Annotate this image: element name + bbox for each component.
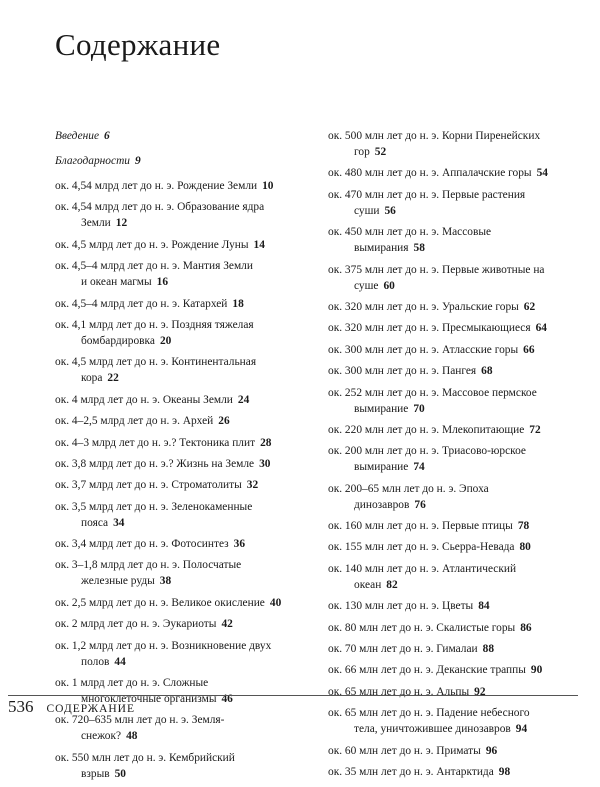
toc-page-number: 38 <box>159 575 172 588</box>
toc-entry-title: ок. 1,2 млрд лет до н. э. Возникновение двух <box>55 639 272 652</box>
toc-entry <box>55 178 320 194</box>
toc-page-number: 34 <box>113 516 125 529</box>
toc-entry <box>328 598 580 614</box>
toc-entry-title: Земли <box>81 217 111 230</box>
toc-entry-title: железные руды <box>81 575 155 588</box>
toc-page-number: 22 <box>107 372 119 385</box>
toc-page-number: 68 <box>481 365 493 378</box>
toc-entry-text <box>55 215 320 231</box>
toc-entry <box>328 342 580 358</box>
toc-entry-title: ок. 4,1 млрд лет до н. э. Поздняя тяжелая <box>55 318 254 331</box>
toc-entry-text <box>55 392 320 408</box>
toc-page-number: 20 <box>159 334 172 347</box>
toc-entry-text <box>328 620 580 636</box>
toc-entry-text <box>328 662 580 678</box>
toc-entry-text <box>328 165 580 181</box>
toc-entry-title: ок. 320 млн лет до н. э. Пресмыкающиеся <box>328 322 531 335</box>
toc-entry <box>328 320 580 336</box>
toc-entry-title: ок. 35 млн лет до н. э. Антарктида <box>328 765 494 778</box>
toc-entry-title: ок. 3,7 млрд лет до н. э. Строматолиты <box>55 479 242 492</box>
toc-entry-text <box>328 203 580 219</box>
toc-page-number: 60 <box>383 279 395 292</box>
toc-entry-title: ок. 2 млрд лет до н. э. Эукариоты <box>55 618 217 631</box>
toc-entry-text <box>55 317 320 333</box>
toc-entry-title: тела, уничтожившее динозавров <box>354 723 511 736</box>
toc-entry-title: ок. 720–635 млн лет до н. э. Земля- <box>55 714 225 727</box>
toc-entry-title: суше <box>354 279 379 292</box>
toc-entry <box>55 392 320 408</box>
toc-page-number: 98 <box>498 765 511 778</box>
toc-entry <box>55 750 320 782</box>
toc-entry-title: ок. 2,5 млрд лет до н. э. Великое окисление <box>55 596 265 609</box>
footer-page-number: 536 <box>8 697 34 716</box>
toc-entry <box>328 743 580 759</box>
toc-entry-text <box>55 237 320 253</box>
toc-entry <box>55 616 320 632</box>
toc-entry-text <box>55 354 320 370</box>
toc-page-number: 46 <box>221 693 233 706</box>
footer-divider <box>8 695 578 696</box>
toc-entry-text <box>55 766 320 782</box>
toc-entry-title: многоклеточные организмы <box>81 693 217 706</box>
toc-entry-text <box>55 750 320 766</box>
toc-entry-text <box>55 499 320 515</box>
toc-entry-title: ок. 4,54 млрд лет до н. э. Образование ядра <box>55 201 265 214</box>
toc-entry-text <box>328 539 580 555</box>
toc-entry-title: ок. 320 млн лет до н. э. Уральские горы <box>328 300 519 313</box>
toc-entry-text <box>55 296 320 312</box>
toc-entry <box>328 224 580 256</box>
toc-entry-title: ок. 200 млн лет до н. э. Триасово-юрское <box>328 445 526 458</box>
toc-entry <box>328 165 580 181</box>
toc-entry <box>328 422 580 438</box>
toc-entry-text <box>328 278 580 294</box>
toc-entry-title: ок. 375 млн лет до н. э. Первые животные на <box>328 263 545 276</box>
toc-entry-title: ок. 300 млн лет до н. э. Пангея <box>328 365 477 378</box>
toc-page-number: 80 <box>519 541 531 554</box>
toc-page-number: 32 <box>246 479 259 492</box>
toc-page-number: 62 <box>523 300 536 313</box>
toc-entry <box>328 363 580 379</box>
toc-entry-title: гор <box>354 146 370 158</box>
toc-page-number: 28 <box>260 436 272 449</box>
toc-entry <box>328 481 580 513</box>
toc-entry-title: снежок? <box>81 730 122 743</box>
toc-entry-title: ок. 4,5–4 млрд лет до н. э. Катархей <box>55 297 228 310</box>
toc-entry-title: вымирание <box>354 402 409 415</box>
toc-entry-text <box>55 413 320 429</box>
toc-page-number: 84 <box>478 600 490 613</box>
toc-entry <box>55 354 320 386</box>
toc-entry-title: ок. 66 млн лет до н. э. Деканские траппы <box>328 664 526 677</box>
toc-entry-text <box>55 638 320 654</box>
toc-entry-text <box>55 595 320 611</box>
toc-entry-text <box>55 675 320 691</box>
toc-page-number: 48 <box>126 730 138 743</box>
toc-entry-title: суши <box>354 204 380 217</box>
toc-page-number: 54 <box>536 167 548 180</box>
toc-entry <box>328 187 580 219</box>
toc-entry-text <box>328 518 580 534</box>
toc-entry <box>328 262 580 294</box>
toc-entry <box>55 128 320 144</box>
toc-entry-title: ок. 4–2,5 млрд лет до н. э. Архей <box>55 415 214 428</box>
toc-entry-title: ок. 470 млн лет до н. э. Первые растения <box>328 188 526 201</box>
toc-entry-text <box>328 577 580 593</box>
toc-entry-text <box>55 178 320 194</box>
toc-page-number: 42 <box>221 618 233 631</box>
toc-entry-text <box>55 153 320 169</box>
toc-entry <box>328 539 580 555</box>
toc-page-number: 70 <box>413 402 425 415</box>
toc-entry-title: полов <box>81 655 110 668</box>
toc-entry <box>55 153 320 169</box>
toc-entry <box>55 456 320 472</box>
toc-entry-title: океан <box>354 578 382 591</box>
toc-page-number: 74 <box>413 461 425 474</box>
toc-entry-text <box>55 573 320 589</box>
toc-page-number: 36 <box>233 538 246 551</box>
toc-entry-title: ок. 4,5–4 млрд лет до н. э. Мантия Земли <box>55 260 253 273</box>
toc-entry <box>55 557 320 589</box>
toc-entry-text <box>55 199 320 215</box>
toc-entry-title: ок. 200–65 млн лет до н. э. Эпоха <box>328 482 489 495</box>
toc-entry-title: бомбардировка <box>81 334 155 347</box>
toc-entry-title: Введение <box>55 130 100 142</box>
toc-entry-text <box>55 616 320 632</box>
toc-entry-title: ок. 65 млн лет до н. э. Падение небесного <box>328 707 530 720</box>
toc-entry <box>328 128 580 160</box>
toc-entry-text <box>328 128 580 144</box>
toc-page-number: 24 <box>237 393 250 406</box>
toc-entry-text <box>328 240 580 256</box>
toc-entry-text <box>328 144 580 160</box>
toc-entry-title: ок. 3,4 млрд лет до н. э. Фотосинтез <box>55 538 229 551</box>
toc-page-number: 6 <box>104 130 110 142</box>
toc-entry-title: взрыв <box>81 767 110 780</box>
toc-entry <box>55 435 320 451</box>
toc-entry-title: ок. 4,5 млрд лет до н. э. Континентальная <box>55 356 257 369</box>
toc-entry-title: ок. 3,5 млрд лет до н. э. Зеленокаменные <box>55 500 253 513</box>
toc-entry-title: ок. 500 млн лет до н. э. Корни Пиренейских <box>328 130 541 142</box>
toc-entry-text <box>328 385 580 401</box>
toc-entry-title: ок. 60 млн лет до н. э. Приматы <box>328 744 481 757</box>
toc-entry-title: ок. 80 млн лет до н. э. Скалистые горы <box>328 621 516 634</box>
toc-entry-text <box>328 401 580 417</box>
toc-page-number: 76 <box>414 498 426 511</box>
toc-entry-text <box>328 598 580 614</box>
toc-entry-text <box>328 721 580 737</box>
toc-entry <box>328 641 580 657</box>
toc-page-number: 92 <box>474 685 486 698</box>
toc-column-left <box>55 128 320 787</box>
toc-entry-text <box>328 764 580 780</box>
toc-entry <box>328 518 580 534</box>
toc-entry-title: ок. 65 млн лет до н. э. Альпы <box>328 685 470 698</box>
toc-page-number: 94 <box>515 723 528 736</box>
toc-entry-text <box>328 641 580 657</box>
toc-entry-title: ок. 140 млн лет до н. э. Атлантический <box>328 562 517 575</box>
toc-page-number: 64 <box>535 322 547 335</box>
toc-entry <box>55 477 320 493</box>
toc-page-number: 82 <box>386 578 398 591</box>
toc-entry <box>328 620 580 636</box>
toc-page-number: 78 <box>517 520 530 533</box>
toc-page-number: 86 <box>520 621 532 634</box>
footer-section-title: СОДЕРЖАНИЕ <box>46 703 136 715</box>
toc-entry <box>328 385 580 417</box>
toc-entry-text <box>328 443 580 459</box>
toc-entry <box>55 536 320 552</box>
toc-entry-title: кора <box>81 372 103 385</box>
toc-page-number: 66 <box>523 343 535 356</box>
toc-entry-text <box>55 654 320 670</box>
toc-entry-title: ок. 4,5 млрд лет до н. э. Рождение Луны <box>55 238 249 251</box>
toc-page-number: 26 <box>218 415 230 428</box>
toc-page-number: 30 <box>259 457 271 470</box>
toc-entry-title: ок. 1 млрд лет до н. э. Сложные <box>55 677 209 690</box>
toc-entry-text <box>328 743 580 759</box>
toc-entry-text <box>328 224 580 240</box>
toc-entry-title: ок. 3–1,8 млрд лет до н. э. Полосчатые <box>55 559 242 572</box>
toc-entry-text <box>55 477 320 493</box>
toc-page-number: 52 <box>374 146 387 158</box>
toc-entry <box>328 684 580 700</box>
toc-entry-text <box>328 684 580 700</box>
toc-column-right <box>328 128 580 785</box>
toc-entry-title: Благодарности <box>55 155 130 167</box>
toc-page-number: 18 <box>232 297 244 310</box>
toc-entry-text <box>328 459 580 475</box>
toc-entry <box>328 764 580 780</box>
toc-entry <box>55 199 320 231</box>
toc-page-number: 14 <box>253 238 265 251</box>
toc-entry-title: ок. 4 млрд лет до н. э. Океаны Земли <box>55 393 233 406</box>
toc-entry-text <box>328 561 580 577</box>
toc-entry-title: и океан магмы <box>81 276 152 289</box>
toc-entry-title: ок. 4–3 млрд лет до н. э.? Тектоника плит <box>55 436 256 449</box>
toc-entry-text <box>55 258 320 274</box>
page-footer <box>8 697 135 717</box>
toc-page-number: 12 <box>115 217 128 230</box>
toc-page-number: 40 <box>269 596 282 609</box>
page-title: Содержание <box>55 27 221 62</box>
toc-entry <box>55 413 320 429</box>
toc-entry <box>328 443 580 475</box>
toc-entry-title: ок. 70 млн лет до н. э. Гималаи <box>328 643 478 656</box>
toc-entry-title: вымирание <box>354 461 409 474</box>
toc-page-number: 88 <box>482 643 495 656</box>
toc-page-number: 10 <box>262 180 274 192</box>
toc-entry-title: ок. 220 млн лет до н. э. Млекопитающие <box>328 423 525 436</box>
toc-entry-text <box>328 422 580 438</box>
toc-entry-title: ок. 450 млн лет до н. э. Массовые <box>328 226 492 239</box>
toc-entry-title: динозавров <box>354 498 410 511</box>
toc-entry <box>55 296 320 312</box>
toc-page-number: 9 <box>135 155 141 167</box>
toc-entry <box>55 712 320 744</box>
toc-entry-title: ок. 160 млн лет до н. э. Первые птицы <box>328 520 513 533</box>
toc-entry-text <box>55 128 320 144</box>
toc-entry-text <box>328 187 580 203</box>
toc-entry-title: ок. 550 млн лет до н. э. Кембрийский <box>55 751 235 764</box>
toc-entry-text <box>55 333 320 349</box>
toc-page-number: 90 <box>530 664 543 677</box>
toc-entry <box>55 317 320 349</box>
toc-entry-text <box>55 515 320 531</box>
toc-entry-text <box>328 363 580 379</box>
toc-entry-text <box>55 728 320 744</box>
toc-page-number: 16 <box>156 276 169 289</box>
toc-entry-text <box>328 262 580 278</box>
toc-entry-title: пояса <box>81 516 109 529</box>
toc-entry-text <box>328 342 580 358</box>
toc-entry-title: ок. 300 млн лет до н. э. Атласские горы <box>328 343 519 356</box>
toc-page-number: 50 <box>114 767 126 780</box>
toc-entry <box>328 662 580 678</box>
toc-entry-text <box>328 497 580 513</box>
toc-entry-text <box>328 705 580 721</box>
toc-entry <box>55 499 320 531</box>
toc-entry-text <box>55 370 320 386</box>
toc-entry-title: ок. 4,54 млрд лет до н. э. Рождение Земли <box>55 180 258 192</box>
toc-entry <box>328 299 580 315</box>
toc-entry-title: вымирания <box>354 242 409 255</box>
toc-entry-text <box>55 536 320 552</box>
toc-entry-title: ок. 480 млн лет до н. э. Аппалачские горы <box>328 167 532 180</box>
toc-entry-title: ок. 130 млн лет до н. э. Цветы <box>328 600 474 613</box>
toc-entry-title: ок. 252 млн лет до н. э. Массовое пермское <box>328 386 537 399</box>
toc-entry <box>55 258 320 290</box>
toc-entry-text <box>55 274 320 290</box>
toc-entry-text <box>328 481 580 497</box>
toc-entry-text <box>328 299 580 315</box>
toc-page-number: 72 <box>529 423 541 436</box>
toc-entry-text <box>328 320 580 336</box>
toc-entry <box>55 595 320 611</box>
toc-entry-text <box>55 557 320 573</box>
toc-entry <box>55 638 320 670</box>
toc-entry-text <box>55 456 320 472</box>
toc-page-number: 56 <box>384 204 396 217</box>
toc-entry <box>328 705 580 737</box>
toc-entry-text <box>55 435 320 451</box>
toc-page-number: 96 <box>485 744 498 757</box>
toc-entry <box>55 237 320 253</box>
toc-entry-title: ок. 155 млн лет до н. э. Сьерра-Невада <box>328 541 515 554</box>
toc-page-number: 58 <box>413 242 425 255</box>
toc-page-number: 44 <box>114 655 126 668</box>
toc-entry-title: ок. 3,8 млрд лет до н. э.? Жизнь на Земле <box>55 457 255 470</box>
toc-entry <box>328 561 580 593</box>
